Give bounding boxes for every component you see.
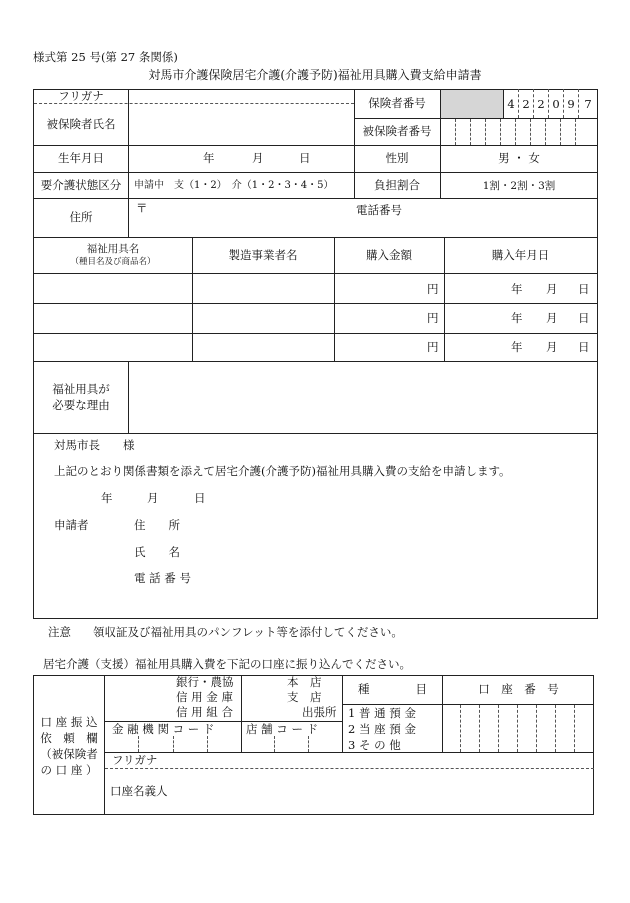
day-unit: 日 bbox=[578, 282, 590, 296]
insurer-digit: 7 bbox=[584, 97, 592, 111]
insurer-digit: 2 bbox=[537, 97, 545, 111]
care-level-options[interactable]: 申請中 支（1・2） 介（1・2・3・4・5） bbox=[134, 180, 334, 191]
col-item-header: 福祉用具名 bbox=[86, 243, 140, 255]
reason-input[interactable] bbox=[129, 362, 597, 433]
insurer-digit: 9 bbox=[567, 97, 575, 111]
col-date-header: 購入年月日 bbox=[491, 248, 550, 262]
birthdate-month-unit: 月 bbox=[252, 151, 264, 165]
application-date-year: 年 bbox=[101, 491, 113, 505]
day-unit: 日 bbox=[578, 340, 590, 354]
year-unit: 年 bbox=[511, 282, 523, 296]
fin-type-option[interactable]: 信 用 組 合 bbox=[176, 705, 233, 719]
yen-unit: 円 bbox=[427, 282, 439, 296]
mayor-addressee: 対馬市長 様 bbox=[54, 438, 135, 452]
fin-type-option[interactable]: 信 用 金 庫 bbox=[176, 690, 233, 704]
year-unit: 年 bbox=[511, 311, 523, 325]
insurer-number-shaded-cell bbox=[441, 90, 503, 118]
fin-code-label: 金 融 機 関 コ ー ド bbox=[112, 722, 215, 736]
applicant-label: 申請者 bbox=[54, 518, 89, 532]
col-maker-header: 製造事業者名 bbox=[228, 248, 298, 262]
burden-options[interactable]: 1割・2割・3割 bbox=[482, 180, 556, 192]
furigana-label: フリガナ bbox=[58, 89, 104, 103]
account-holder-label: 口座名義人 bbox=[110, 784, 168, 798]
table-row[interactable] bbox=[34, 274, 597, 303]
insurer-digit: 0 bbox=[552, 97, 560, 111]
gender-options[interactable]: 男 ・ 女 bbox=[498, 151, 540, 165]
furigana-input[interactable] bbox=[129, 90, 353, 103]
branch-code-label: 店 舗 コ ー ド bbox=[246, 722, 319, 736]
month-unit: 月 bbox=[546, 340, 558, 354]
application-date-month: 月 bbox=[147, 491, 159, 505]
account-kind-header: 種 目 bbox=[358, 682, 427, 696]
applicant-name-label: 氏 名 bbox=[134, 545, 180, 559]
month-unit: 月 bbox=[546, 282, 558, 296]
phone-label: 電話番号 bbox=[356, 203, 402, 217]
insured-number-label: 被保険者番号 bbox=[362, 124, 432, 138]
account-kind-option[interactable]: 2 当 座 預 金 bbox=[348, 722, 416, 736]
form-number: 様式第 25 号(第 27 条関係) bbox=[33, 50, 178, 64]
bank-side-label: の 口 座 ） bbox=[40, 763, 98, 777]
notice-text: 領収証及び福祉用具のパンフレット等を添付してください。 bbox=[93, 625, 403, 639]
care-level-label: 要介護状態区分 bbox=[40, 178, 122, 192]
applicant-address-label: 住 所 bbox=[134, 518, 180, 532]
account-kind-option[interactable]: 3 そ の 他 bbox=[348, 738, 401, 752]
fin-type-option[interactable]: 銀行・農協 bbox=[176, 675, 234, 689]
yen-unit: 円 bbox=[427, 311, 439, 325]
account-holder-input[interactable] bbox=[175, 769, 593, 814]
branch-type-option[interactable]: 出張所 bbox=[302, 705, 337, 719]
bank-side-label: 口 座 振 込 bbox=[40, 715, 98, 729]
birthdate-label: 生年月日 bbox=[58, 151, 104, 165]
reason-label-line2: 必要な理由 bbox=[52, 398, 110, 412]
col-item-subheader: （種目名及び商品名） bbox=[70, 257, 156, 267]
application-statement: 上記のとおり関係書類を添えて居宅介護(介護予防)福祉用具購入費の支給を申請します。 bbox=[54, 464, 511, 478]
birthdate-year-unit: 年 bbox=[203, 151, 215, 165]
year-unit: 年 bbox=[511, 340, 523, 354]
burden-label: 負担割合 bbox=[374, 178, 420, 192]
reason-label-line1: 福祉用具が bbox=[52, 382, 110, 396]
table-row[interactable] bbox=[34, 304, 597, 333]
month-unit: 月 bbox=[546, 311, 558, 325]
insurer-digit: 2 bbox=[522, 97, 530, 111]
account-kind-option[interactable]: 1 普 通 預 金 bbox=[348, 706, 416, 720]
account-number-header: 口 座 番 号 bbox=[478, 682, 559, 696]
insurer-number-label: 保険者番号 bbox=[368, 96, 426, 110]
insured-name-label: 被保険者氏名 bbox=[46, 117, 116, 131]
bank-furigana-label: フリガナ bbox=[112, 753, 158, 767]
bank-intro: 居宅介護（支援）福祉用具購入費を下記の口座に振り込んでください。 bbox=[43, 657, 411, 671]
bank-side-label: （被保険者 bbox=[40, 747, 98, 761]
col-amount-header: 購入金額 bbox=[366, 248, 412, 262]
application-date-day: 日 bbox=[194, 491, 206, 505]
branch-type-option[interactable]: 支 店 bbox=[287, 690, 322, 704]
insured-name-input[interactable] bbox=[129, 104, 353, 144]
address-input[interactable] bbox=[129, 199, 597, 236]
address-label: 住所 bbox=[69, 210, 93, 224]
birthdate-day-unit: 日 bbox=[299, 151, 311, 165]
yen-unit: 円 bbox=[427, 340, 439, 354]
form-title: 対馬市介護保険居宅介護(介護予防)福祉用具購入費支給申請書 bbox=[148, 68, 482, 82]
applicant-phone-label: 電 話 番 号 bbox=[134, 571, 191, 585]
bank-side-label: 依 頼 欄 bbox=[40, 731, 98, 745]
insurer-digit: 4 bbox=[507, 97, 515, 111]
table-row[interactable] bbox=[34, 334, 597, 361]
day-unit: 日 bbox=[578, 311, 590, 325]
postal-mark: 〒 bbox=[136, 201, 148, 215]
branch-type-option[interactable]: 本 店 bbox=[287, 675, 322, 689]
gender-label: 性別 bbox=[385, 151, 409, 165]
notice-label: 注意 bbox=[48, 625, 71, 639]
